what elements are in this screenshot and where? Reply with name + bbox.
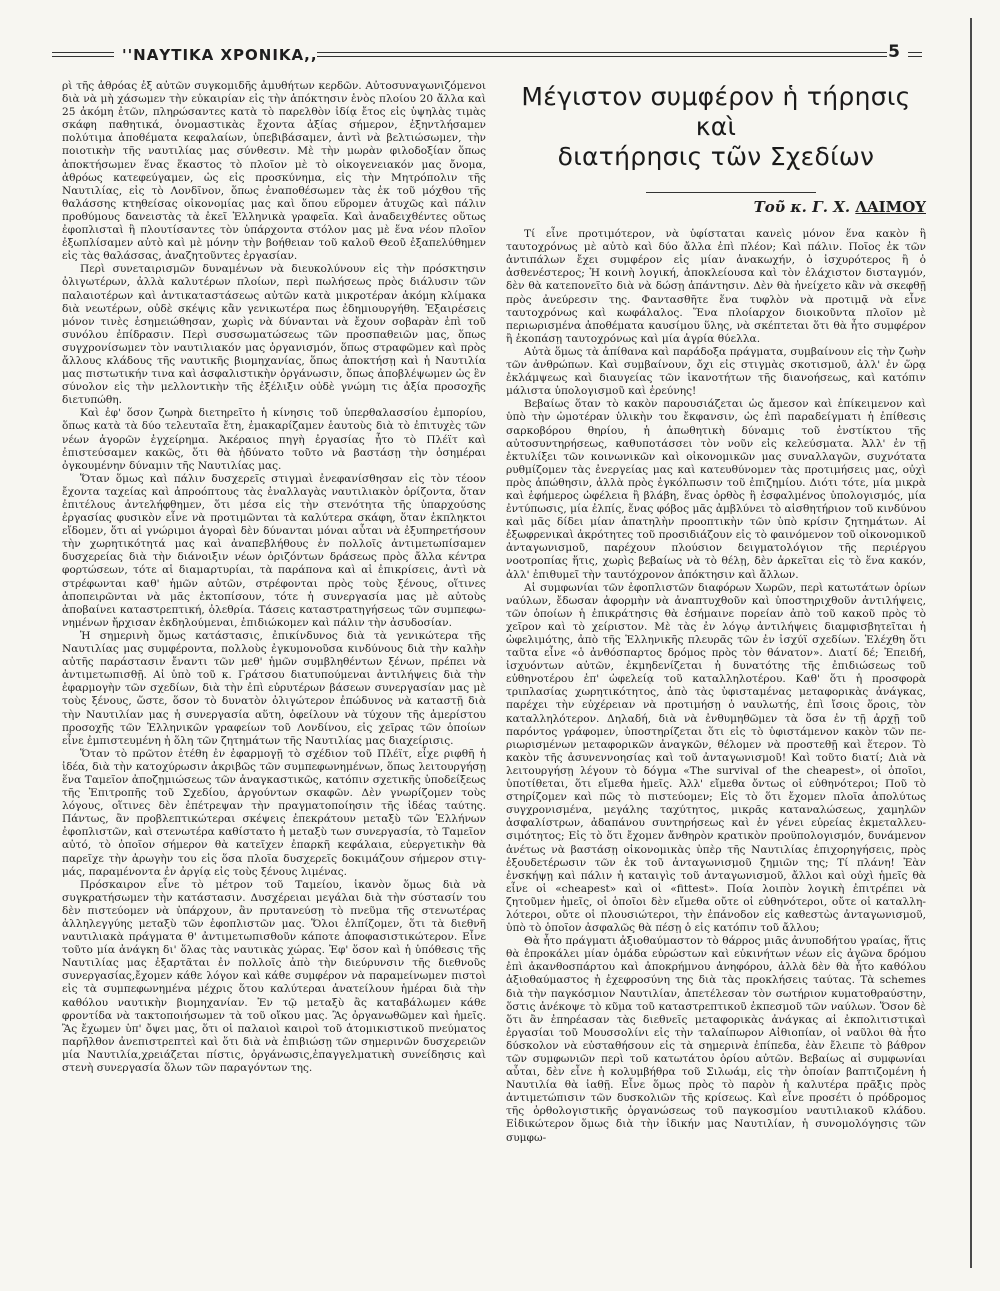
article-title-line: διατήρησις τῶν Σχεδίων xyxy=(557,142,875,171)
paragraph: Τί εἶνε προτιμότερον, νὰ ὑφίσταται κανεὶς μόνον ἕνα κακὸν ἢ ταυτοχρόνως μὲ αὐτὸ καὶ δύο ἄλλα ἐπὶ πλέον; Καὶ πάλιν. Ποῖος ἐκ τῶν ἀντιπάλων ἔχει συμφέρον εἰς μίαν ἀνακωχήν, ὁ ἰσχυρότερος ἢ ὁ ἀσθενέστερος; Ἡ κοινὴ λογική, ἀποκλείουσα καὶ τὸν ἐλάχιστον δισταγμόν, δὲν θὰ κατεπονεῖτο διὰ νὰ δώσῃ ἀπάντησιν. Δὲν θὰ ἠνείχετο κἂν νὰ σκεφθῇ πρὸς ἀνεύρεσιν της. Φαντασθῆτε ἕνα τυφλὸν νὰ προτιμᾷ νὰ εἶνε ταυτοχρόνως καὶ κωφάλαλος. Ἕνα πλοίαρχον διοικοῦντα πλοῖον μὲ περιωρισμένα ἀποθέματα καυσίμου ὕλης, νὰ σκέπτεται ὅτι θὰ ἦτο συμφέρον ἢ ἐκοπάσῃ ταυτοχρόνως καὶ μία ἀγρία θύελλα. xyxy=(506,228,926,345)
page-number: 5 xyxy=(888,42,900,62)
paragraph: Ἡ σημερινὴ ὅμως κατάστασις, ἐπικίνδυνος διὰ τὰ γενικώτερα τῆς Ναυτιλίας μας συμφέροντα, πολλοὺς ἐγκυμονοῦσα κινδύνους διὰ τὴν καλὴν αὐτῆς παράστασιν ἔναντι τῶν μεθ' ἡμῶν συμβληθέντων ξένων, πρέπει νὰ ἀντιμετωπισθῇ. Αἱ ὑπὸ τοῦ κ. Γράτσου διατυπούμεναι ἀντιλήψεις διὰ τὴν ἐφαρμογὴν τῶν σχεδίων, διὰ τὴν ἐπὶ εὐρυτέρων βάσεων συνεργασίαν μας μὲ τοὺς ξένους, ὥστε, ὅσον τὸ δυνατὸν ὀλιγώτερον ἐπώδυνος νὰ καταστῇ διὰ τὴν Ναυτιλίαν μας ἡ συνεργασία αὕτη, ὀφείλουν νὰ τύχουν τῆς ἀμερίστου προσοχῆς τῶν Ἑλληνικῶν γραφείων τοῦ Λονδίνου, εἰς χεῖρας τῶν ὁποίων εἶνε ἐμπιστευμένη ἡ ὅλη τῶν ζητημάτων τῆς Ναυτιλίας μας διαχείρισις. xyxy=(62,629,486,747)
paragraph: Πρόσκαιρον εἶνε τὸ μέτρον τοῦ Ταμείου, ἱκανὸν ὅμως διὰ νὰ συγκρατήσωμεν τὴν κατάστασιν. Δυσχέρειαι μεγάλαι διὰ τὴν σύστασίν του δὲν πιστεύομεν νὰ ὑπάρχουν, ἂν πρυτανεύσῃ τὸ πνεῦμα τῆς στενωτέρας ἀλληλεγγύης μεταξὺ τῶν ἐφοπλιστῶν μας. Ὅλοι ἐλπίζομεν, ὅτι τὰ διεθνῆ ναυτιλιακὰ πράγματα θ' ἀντιμετωπισθοῦν κάποτε ἀποφασιστικώτερον. Εἶνε τοῦτο μία ἀνάγκη δι' ὅλας τὰς ναυτικὰς χώρας. Ἐφ' ὅσον καὶ ἡ ὑπόθεσις τῆς Ναυτιλίας μας ἐξαρτᾶται ἐν πολλοῖς ἀπὸ τὴν διεύρυνσιν τῆς διεθνοῦς συνεργασίας,ἔχομεν κάθε λόγον καὶ κάθε συμφέρον νὰ παραμείνωμεν πιστοὶ εἰς τὰ συμπεφωνημένα μέχρις ὅτου καλύτεραι ἀνατείλουν ἡμέραι διὰ τὴν καθόλου ναυτικὴν βιομηχανίαν. Ἐν τῷ μεταξὺ ἂς καταβάλωμεν κάθε φροντίδα νὰ τακτοποιήσωμεν τὰ τοῦ οἴκου μας. Ἂς ὀργανωθῶμεν καὶ ἡμεῖς. Ἂς ἔχωμεν ὑπ' ὄψει μας, ὅτι οἱ παλαιοὶ καιροὶ τοῦ ἀτομικιστικοῦ πνεύματος παρῆλθον ἀνεπιστρεπτεὶ καὶ ὅτι διὰ νὰ ἐπιβιώσῃ τῶν σημερινῶν δυσχερειῶν μία Ναυτιλία,χρειάζεται πίστις, ὀργάνωσις,ἐπαγγελματικὴ συνείδησις καὶ στενὴ συνεργασία ὅλων τῶν παραγόντων της. xyxy=(62,878,486,1075)
page-border-right xyxy=(970,18,972,1268)
paragraph: Περὶ συνεταιρισμῶν δυναμένων νὰ διευκολύνουν εἰς τὴν πρόσκτησιν ὀλιγωτέρων, ἀλλὰ καλυτέρων πλοίων, περὶ πωλήσεως πρὸς διάλυσιν τῶν παλαιοτέρων καὶ ἀντικαταστάσεως αὐτῶν κατὰ μικροτέραν ἀκόμη κλίμακα διὰ νεωτέρων, οὐδὲ σκέψις κἂν γενικωτέρα πως ἐδημιουργήθη. Ἐξαιρέσεις μόνον τινὲς ἐσημειώθησαν, χωρὶς νὰ δύνανται νὰ ἔχουν σοβαρὰν ἐπὶ τοῦ συνόλου ἐπίδρασιν. Περὶ συσσωματώσεως τῶν προσπαθειῶν μας, ὅπως συγχρονίσωμεν τὸν ναυτιλιακόν μας ὀργανισμόν, ὅπως στραφῶμεν καὶ πρὸς ἄλλους κλάδους τῆς ναυτικῆς βιομηχανίας, ὅπως ἀποκτήσῃ καὶ ἡ Ναυτιλία μας πιστωτικήν τινα καὶ ἀσφαλιστικὴν ὀργάνωσιν, ὅπως ἀποβλέψωμεν ὡς ἓν σύνολον εἰς τὴν μελλοντικὴν τῆς ἐξέλιξιν οὐδὲ γνώμη τις ἀξία προσοχῆς διετυπώθη. xyxy=(62,263,486,407)
paragraph: Ὅταν τὸ πρῶτον ἐτέθη ἐν ἐφαρμογῇ τὸ σχέδιον τοῦ Πλέϊτ, εἶχε ριφθῆ ἡ ἰδέα, διὰ τὴν κατοχύρωσιν ἀκριβῶς τῶν συμπεφωνημένων, ὅπως λειτουργήσῃ ἕνα Ταμεῖον ἀποζημιώσεως τῶν ἀναγκαστικῶς, κατόπιν σχετικῆς ὑποδείξεως τῆς Ἐπιτροπῆς τοῦ Σχεδίου, ἀργούντων σκαφῶν. Δὲν γνωρίζομεν τοὺς λόγους, οἵτινες δὲν ἐπέτρεψαν τὴν πραγματοποίησιν τῆς ἰδέας ταύτης. Πάντως, ἂν προβλεπτικώτεραι σκέψεις ἐπεκράτουν μεταξὺ τῶν Ἑλλήνων ἐφοπλιστῶν, καὶ στενωτέρα καθίστατο ἡ μεταξὺ των συνεργασία, τὸ Ταμεῖον αὐτό, τὸ ὁποῖον σήμερον θὰ κατεῖχεν ἐπαρκῆ κεφάλαια, εὐεργετικὴν θὰ παρεῖχε τὴν ἀρωγὴν του εἰς ὅσα πλοῖα δυσχερεῖς δοκιμάζουν σήμερον στιγμάς, παραμένοντα ἐν ἀργίᾳ εἰς τοὺς ξένους λιμένας. xyxy=(62,747,486,878)
article-title xyxy=(506,82,926,172)
title-rule xyxy=(646,192,816,193)
header-rule xyxy=(908,56,922,57)
header-rule xyxy=(317,52,887,53)
left-column xyxy=(62,80,486,1075)
paragraph: ρὶ τῆς ἀθρόας ἐξ αὐτῶν συγκομιδῆς ἀμυθήτων κερδῶν. Αὐτοσυναγωνιζόμενοι διὰ νὰ μὴ χάσωμεν τὴν εὐκαιρίαν εἰς τὴν ἀπόκτησιν ἑνὸς πλοίου 20 ἄλλα καὶ 25 ἀκόμη ἐτῶν, πληρώσαντες κατὰ τὸ παρελθὸν ἰδίᾳ ἔτος εἰς ὑψηλὰς τιμὰς σκάφη παθητικά, ὀνομαστικὰς ἔχοντα ἀξίας σήμερον, ἐξηντλήσαμεν πολύτιμα ἀποθέματα κεφαλαίων, ὑπεβιβάσαμεν, ἀντὶ νὰ βελτιώσωμεν, τὴν ποιοτικὴν τῆς ναυτιλίας μας σύνθεσιν. Μὲ τὴν μωρὰν φιλοδοξίαν ὅπως ἀποκτήσωμεν ἕνας ἕκαστος τὸ πλοῖον μὲ τὸ οἰκογενειακόν μας ὄνομα, ἀθρόως κατεφεύγαμεν, ὡς εἰς προσκύνημα, εἰς τὴν Μητρόπολιν τῆς Ναυτιλίας, εἰς τὸ Λονδῖνον, ὅπως ἐναποθέσωμεν τὰς ἐκ τοῦ μόχθου τῆς θαλάσσης κτηθείσας οἰκονομίας μας καὶ ὅπου εὕρομεν ἀτυχῶς καὶ πάλιν προθύμους δανειστὰς τὰ ἐκεῖ Ἑλληνικὰ γραφεῖα. Καὶ ἀναδειχθέντες οὕτως ἐφοπλισταὶ ἢ πλουτίσαντες τὸν ὑπάρχοντα στόλον μας μὲ ἕνα νέον πλοῖον ἐξωπλίσαμεν αὐτὸ καὶ μὲ μόνην τὴν βοήθειαν τοῦ καλοῦ Θεοῦ ἐξαπελύθημεν εἰς τὰς θαλάσσας, ἀναζητοῦντες ἐργασίαν. xyxy=(62,80,486,263)
header-rule xyxy=(317,56,887,57)
header-rule xyxy=(908,52,922,53)
header-rule xyxy=(52,56,114,57)
journal-title: ''ΝΑΥΤΙΚΑ ΧΡΟΝΙΚΑ,, xyxy=(122,46,318,64)
paragraph: Καὶ ἐφ' ὅσον ζωηρὰ διετηρεῖτο ἡ κίνησις τοῦ ὑπερθαλασσίου ἐμπορίου, ὅπως κατὰ τὰ δύο τελευταῖα ἔτη, ἐμακαρίζαμεν ἑαυτοὺς διὰ τὸ ἐπιτυχὲς τῶν νέων ἀγορῶν ἐγχείρημα. Ἀκέραιος πηγὴ ἐργασίας ἦτο τὸ Πλέϊτ καὶ ἐπιστεύσαμεν κακῶς, ὅτι θὰ ἠδύνατο τοῦτο νὰ βαστάσῃ τὴν ὁσημέραι ὀγκουμένην δύναμιν τῆς Ναυτιλίας μας. xyxy=(62,407,486,472)
author-name: ΛΑΙΜΟΥ xyxy=(855,198,926,216)
paragraph: Ὅταν ὅμως καὶ πάλιν δυσχερεῖς στιγμαὶ ἐνεφανίσθησαν εἰς τὸν τέοον ἔχοντα ταχείας καὶ ἀπροόπτους τὰς ἐναλλαγὰς ναυτιλιακὸν ὁρίζοντα, ὅταν ἐπιτέλους ἀντελήφθημεν, ὅτι μέσα εἰς τὴν στενότητα τῆς ὑπαρχούσης ἐργασίας φυσικὸν εἶνε νὰ προτιμῶνται τὰ καλύτερα σκάφη, ὅταν ἐκπληκτοι εἴδομεν, ὅτι αἱ γνώριμοι ἀγοραὶ δὲν δύνανται μόναι αὗται νὰ ἐξυπηρετήσουν τὴν χωρητικότητά μας καὶ ἀναπεβλήθους ἐν πολλοῖς ἀντιμετωπίσαμεν δυσχερείας διὰ τὴν διάνοιξιν νέων ὁριζόντων δράσεως πρὸς ἄλλα κέντρα φορτώσεων, τότε αἱ διαμαρτυρίαι, τὰ παράπονα καὶ αἱ ἐπικρίσεις, ἀντὶ νὰ στρέφωνται καθ' ἡμῶν αὐτῶν, στρέφονται πρὸς τοὺς ξένους, οἵτινες ἀποπειρῶνται νὰ μᾶς ἐκτοπίσουν, τότε ἡ συνεργασία μας μὲ αὐτοὺς ἀποβαίνει καταστρεπτική, ὀλεθρία. Τάσεις καταστρατηγήσεως τῶν συμπεφωνημένων ἤρχισαν ἐκδηλούμεναι, ἐπιδιώκομεν καὶ πάλιν τὴν ἀσυδοσίαν. xyxy=(62,472,486,629)
paragraph: Θὰ ἦτο πράγματι ἀξιοθαύμαστον τὸ θάρρος μιᾶς ἀνυποδήτου γραίας, ἥτις θὰ ἐπροκάλει μίαν ὁμάδα εὐρώστων καὶ εὐκινήτων νέων εἰς ἀγῶνα δρόμου ἐπὶ ἀκανθοσπάρτου καὶ ἀποκρήμνου ἀνηφόρου, ἀλλὰ δὲν θὰ ἦτο καθόλου ἀξιοθαύμαστος ἡ ἐχεφροσύνη της διὰ τὰς προκλήσεις ταύτας. Τὰ schemes διὰ τὴν παγκόσμιον Ναυτιλίαν, ἀπετέλεσαν τὸν σωτήριον κυματοθραύστην, ὅστις ἀνέκοψε τὸ κῦμα τοῦ καταστρεπτικοῦ ἐκπεσμοῦ τῶν ναύλων. Ὅσον δὲ ὅτι ἂν ἐπηρέασαν τὰς διεθνεῖς μεταφορικὰς ἀνάγκας αἱ ἐκπολιτιστικαὶ ἐργασίαι τοῦ Μουσσολίνι εἰς τὴν ταλαίπωρον Αἰθιοπίαν, οἱ ναῦλοι θὰ ἦτο δύσκολον νὰ εὐσταθήσουν εἰς τὰ σημερινὰ ἐπίπεδα, ἐὰν ἔλειπε τὸ βάθρον τῶν συμφωνιῶν περὶ τοῦ κατωτάτου ὁρίου αὐτῶν. Βεβαίως αἱ συμφωνίαι αὗται, δὲν εἶνε ἡ κολυμβήθρα τοῦ Σιλωάμ, εἰς τὴν ὁποίαν βαπτιζομένη ἡ Ναυτιλία θὰ ἰαθῇ. Εἶνε ὅμως πρὸς τὸ παρὸν ἡ καλυτέρα πρᾶξις πρὸς ἀντιμετώπισιν τῶν δυσκολιῶν τῆς κρίσεως. Καὶ εἶνε προσέτι ὁ πρόδρομος τῆς ὀρθολογιστικῆς ὀργανώσεως τοῦ παγκοσμίου ναυτιλιακοῦ κλάδου. Εἰδικώτερον ὅμως διὰ τὴν ἰδικήν μας Ναυτιλίαν, ἡ συνομολόγησις τῶν συμφω- xyxy=(506,935,926,1144)
running-head xyxy=(52,42,922,70)
byline xyxy=(506,198,926,216)
paragraph: Αὐτὰ ὅμως τὰ ἀπίθανα καὶ παράδοξα πράγματα, συμβαίνουν εἰς τὴν ζωὴν τῶν ἀνθρώπων. Καὶ συμβαίνουν, ὄχι εἰς στιγμὰς σκοτισμοῦ, ἀλλ' ἐν ὥρᾳ ἐκλάμψεως καὶ διαυγείας τῶν ἱκανοτήτων τῆς διανοήσεως, καὶ κατόπιν μάλιστα ὑπολογισμοῦ καὶ ἐρεύνης! xyxy=(506,345,926,398)
article-title-line: Μέγιστον συμφέρον ἡ τήρησις καὶ xyxy=(521,82,911,141)
byline-prefix: Τοῦ κ. Γ. Χ. xyxy=(753,198,851,216)
paragraph: Αἱ συμφωνίαι τῶν ἐφοπλιστῶν διαφόρων Χωρῶν, περὶ κατωτάτων ὁρίων ναύλων, ἔδωσαν ἀφορμὴν νὰ ἀναπτυχθοῦν καὶ ὑποστηριχθοῦν ἀντιλήψεις, τῶν ὁποίων ἡ ἐπικράτησις θὰ ἐσήμαινε πορείαν ἀπὸ τοῦ κακοῦ πρὸς τὸ χεῖρον καὶ τὸ χείριστον. Μὲ τὰς ἐν λόγῳ ἀντιλήψεις διαμφισβητεῖται ἡ ὠφελιμότης, ἀπὸ τῆς Ἑλληνικῆς πλευρᾶς τῶν ἐν ἰσχύϊ σχεδίων. Ἐλέχθη ὅτι ταῦτα εἶνε «ὁ ἀνθόσπαρτος δρόμος πρὸς τὸν θάνατον». Διατί δέ; Ἐπειδή, ἰσχυόντων αὐτῶν, ἐκμηδενίζεται ἡ δυνατότης τῆς ἐπιδιώσεως τοῦ εὐθηνοτέρου ἐπ' ὠφελείᾳ τοῦ καταλληλοτέρου. Καθ' ὅτι ἡ προσφορὰ τριπλασίας χωρητικότητος, ἀπὸ τὰς ὑφισταμένας μεταφορικὰς ἀνάγκας, παρέχει τὴν εὐχέρειαν νὰ προτιμήσῃ ὁ ναυλωτής, ἐπὶ ἴσοις ὅροις, τὸν καταλληλότερον. Δηλαδή, διὰ νὰ ἐνθυμηθῶμεν τὰ ὅσα ἐν τῇ ἀρχῇ τοῦ παρόντος γράφομεν, ὑποστηρίζεται ὅτι εἰς τὸ ὑφιστάμενον κακὸν τῶν περιωρισμένων μεταφορικῶν ἀναγκῶν, θέλομεν νὰ προστεθῇ καὶ ἕτερον. Τὸ κακὸν τῆς ἀσυνεννοησίας καὶ τοῦ ἀνταγωνισμοῦ! Καὶ τοῦτο διατί; Διὰ νὰ λειτουργήσῃ λέγουν τὸ δόγμα «The survival of the cheapest», οἱ ὁποῖοι, ὑποτίθεται, ὅτι εἴμεθα ἡμεῖς. Ἀλλ' εἴμεθα ὄντως οἱ εὐθηνότεροι; Ποῦ τὸ στηρίζομεν καὶ πῶς τὸ πιστεύομεν; Εἰς τὸ ὅτι ἔχομεν πλοῖα ἀπολύτως συγχρονισμένα, μεγάλης ταχύτητος, μικρᾶς καταναλώσεως, χαμηλῶν ἀσφαλίστρων, ἀδαπάνου συντηρήσεως καὶ ἐν γένει εὐρείας ἐκμεταλλευσιμότητος; Εἰς τὸ ὅτι ἔχομεν ἄνθηρὸν κρατικὸν προϋπολογισμόν, δυνάμενον ἀνέτως νὰ βαστάσῃ οἰκονομικὰς ὑπὲρ τῆς Ναυτιλίας ἐπιχορηγήσεις, πρὸς ἐξουδετέρωσιν τῶν ἐκ τοῦ ἀνταγωνισμοῦ ζημιῶν της; Τί πλάνη! Ἐὰν ἐνσκήψῃ καὶ πάλιν ἡ καταιγὶς τοῦ ἀνταγωνισμοῦ, ἄλλοι καὶ οὐχὶ ἡμεῖς θὰ εἶνε οἱ «cheapest» καὶ οἱ «fittest». Ποία λοιπὸν λογικὴ ἐπιτρέπει νὰ ζητοῦμεν ἡμεῖς, οἱ ὁποῖοι δὲν εἴμεθα οὔτε οἱ εὐθηνότεροι, οὔτε οἱ καταλληλότεροι, οὔτε οἱ πλουσιώτεροι, τὴν ἐπάνοδον εἰς καθεστὼς ἀνταγωνισμοῦ, ὑπὸ τὸ ὁποῖον ἀσφαλῶς θὰ πέσῃ ὁ εἰς κατόπιν τοῦ ἄλλου; xyxy=(506,581,926,935)
right-column xyxy=(506,80,926,1145)
paragraph: Βεβαίως ὅταν τὸ κακὸν παρουσιάζεται ὡς ἄμεσον καὶ ἐπίκειμενον καὶ ὑπὸ τὴν ὠμοτέραν ὑλικὴν του ἔκφανσιν, ὡς ἐπὶ παραδείγματι ἡ ἐπίθεσις σαρκοβόρου θηρίου, ἡ ἀπωθητικὴ δύναμις τοῦ ἐνστίκτου τῆς αὐτοσυντηρήσεως, καθυποτάσσει τὸν νοῦν εἰς κελεύσματα. Ἀλλ' ἐν τῇ ἐκτυλίξει τῶν κοινωνικῶν καὶ οἰκονομικῶν μας συναλλαγῶν, συχνότατα ρυθμίζομεν τὰς ἐνεργείας μας καὶ κατευθύνομεν τὰς προτιμήσεις μας, οὐχὶ πρὸς ἀπώθησιν, ἀλλὰ πρὸς ἐγκόλπωσιν τοῦ ἐπιζημίου. Διότι τότε, μία μικρὰ καὶ ἐφήμερος ὠφέλεια ἢ βλάβη, ἕνας ὀρθὸς ἢ ἐσφαλμένος ὑπολογισμός, μία ἐντύπωσις, μία ἐλπίς, ἕνας φόβος μᾶς ἀμβλύνει τὸ αἰσθητήριον τοῦ κινδύνου καὶ μᾶς δίδει μίαν ἀπατηλὴν προοπτικὴν τῶν ὑπὸ κρίσιν ζητημάτων. Αἱ ἐξωφρενικαὶ ἀκρότητες τοῦ προσιδιάζουν εἰς τὸ φαινόμενον τοῦ οἰκονομικοῦ ἀνταγωνισμοῦ, παρέχουν πλούσιον δειγματολόγιον τῆς περιέργου νοοτροπίας ἥτις, χωρὶς βεβαίως νὰ τὸ θέλῃ, δὲν ἀρκεῖται εἰς τὸ ἕνα κακόν, ἀλλ' ἐπιθυμεῖ τὴν ταυτόχρονον ἀπόκτησιν καὶ ἄλλων. xyxy=(506,398,926,581)
header-rule xyxy=(52,52,114,53)
